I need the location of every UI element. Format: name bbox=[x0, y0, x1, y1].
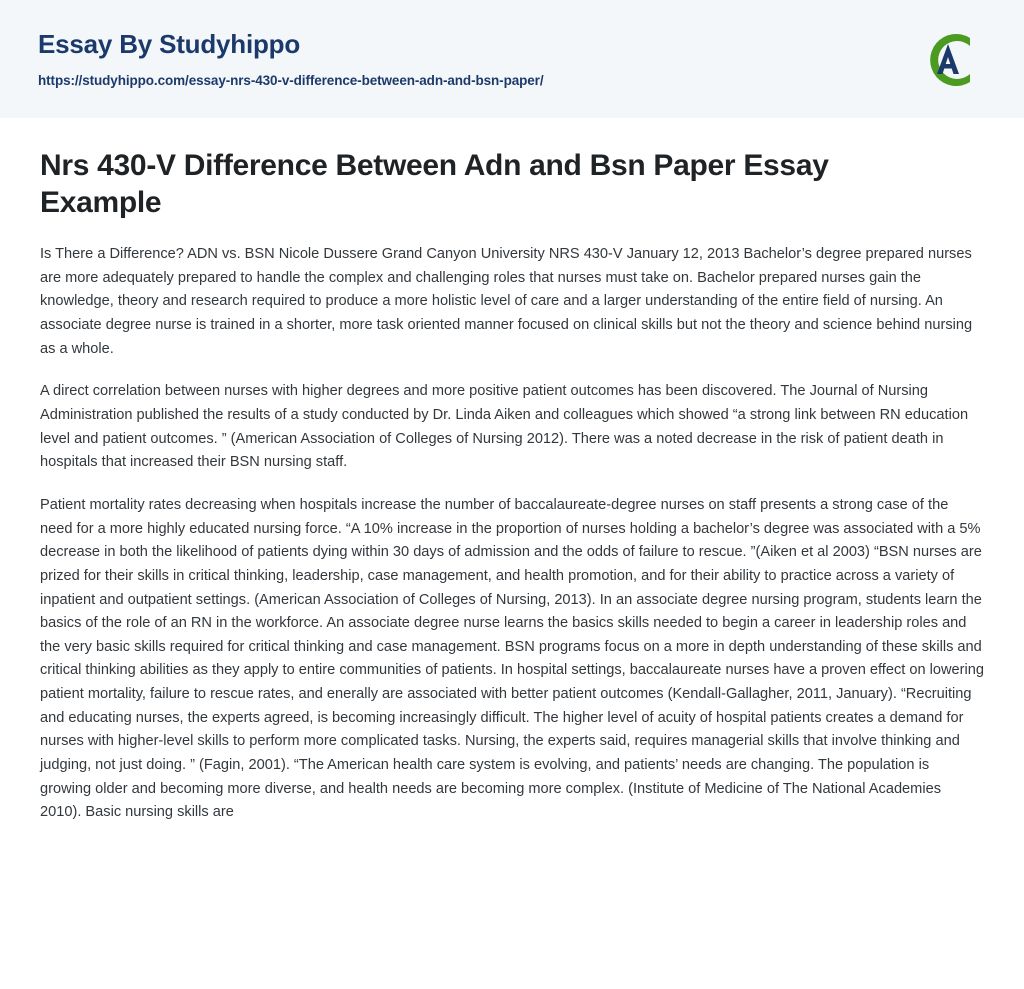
site-header bbox=[0, 0, 1024, 118]
site-brand-title: Essay By Studyhippo bbox=[38, 29, 301, 59]
paragraph: Is There a Difference? ADN vs. BSN Nicole Dussere Grand Canyon University NRS 430-V January 12, 2013 Bachelor’s degree prepared nurses are more adequately prepared to handle the complex and challenging roles that nurses must take on. Bachelor prepared nurses gain the knowledge, theory and research required to produce a more holistic level of care and a larger understanding of the entire field of nursing. An associate degree nurse is trained in a shorter, more task oriented manner focused on clinical skills but not the theory and science behind nursing as a whole. bbox=[40, 246, 973, 357]
studyhippo-logo-icon[interactable] bbox=[912, 24, 984, 96]
paragraph: Patient mortality rates decreasing when hospitals increase the number of baccalaureate-degree nurses on staff presents a strong case of the need for a more highly educated nursing force. “A 10% increase in the proportion of nurses holding a bachelor’s degree was associated with a 5% decrease in both the likelihood of patients dying within 30 days of admission and the odds of failure to rescue. ”(Aiken et al 2003) “BSN nurses are prized for their skills in critical thinking, leadership, case management, and health promotion, and for their ability to practice across a variety of inpatient and outpatient settings. (American Association of Colleges of Nursing, 2013). In an associate degree nursing program, students learn the basics of the role of an RN in the workforce. An associate degree nurse learns the basics skills needed to begin a career in leadership roles and the very basic skills required for critical thinking and case management. BSN programs focus on a more in depth understanding of these skills and critical thinking abilities as they apply to entire communities of patients. In hospital settings, baccalaureate nurses have a proven effect on lowering patient mortality, failure to rescue rates, and enerally are associated with better patient outcomes (Kendall-Gallagher, 2011, January). “Recruiting and educating nurses, the experts agreed, is becoming increasingly difficult. The higher level of acuity of hospital patients creates a demand for nurses with higher-level skills to perform more complicated tasks. Nursing, the experts said, requires managerial skills that involve thinking and judging, not just doing. ” (Fagin, 2001). “The American health care system is evolving, and patients’ needs are changing. The population is growing older and becoming more diverse, and health needs are becoming more complex. (Institute of Medicine of The National Academies 2010). Basic nursing skills are bbox=[40, 496, 984, 821]
source-url[interactable]: https://studyhippo.com/essay-nrs-430-v-difference-between-adn-and-bsn-paper/ bbox=[38, 72, 544, 88]
document-body bbox=[0, 118, 1024, 845]
page-title: Nrs 430-V Difference Between Adn and Bsn Paper Essay Example bbox=[40, 149, 829, 219]
paragraph: A direct correlation between nurses with higher degrees and more positive patient outcomes has been discovered. The Journal of Nursing Administration published the results of a study conducted by Dr. Linda Aiken and colleagues which showed “a strong link between RN education level and patient outcomes. ” (American Association of Colleges of Nursing 2012). There was a noted decrease in the risk of patient death in hospitals that increased their BSN nursing staff. bbox=[40, 383, 969, 471]
